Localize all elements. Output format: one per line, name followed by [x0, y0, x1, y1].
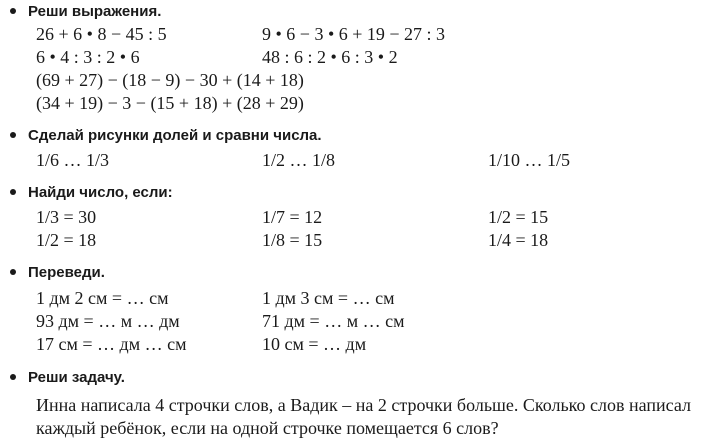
- conversion: 10 см = … дм: [262, 334, 367, 354]
- conversion: 93 дм = … м … дм: [36, 311, 180, 331]
- section-heading: Переведи.: [10, 263, 105, 283]
- conversion: 1 дм 3 см = … см: [262, 288, 395, 308]
- section-heading: Реши выражения.: [10, 2, 161, 22]
- bullet-icon: [10, 269, 16, 275]
- section-heading: Сделай рисунки долей и сравни числа.: [10, 126, 322, 146]
- expression: 9 • 6 − 3 • 6 + 19 − 27 : 3: [262, 24, 446, 44]
- expression: (34 + 19) − 3 − (15 + 18) + (28 + 29): [36, 93, 304, 113]
- bullet-icon: [10, 374, 16, 380]
- section-heading: Реши задачу.: [10, 368, 125, 388]
- comparison: 1/2 … 1/8: [262, 150, 336, 170]
- equation: 1/3 = 30: [36, 207, 97, 227]
- equation: 1/8 = 15: [262, 230, 323, 250]
- section-heading: Найди число, если:: [10, 183, 173, 203]
- bullet-icon: [10, 132, 16, 138]
- expression: (69 + 27) − (18 − 9) − 30 + (14 + 18): [36, 70, 304, 90]
- conversion: 17 см = … дм … см: [36, 334, 187, 354]
- comparison: 1/10 … 1/5: [488, 150, 571, 170]
- expression: 6 • 4 : 3 : 2 • 6: [36, 47, 140, 67]
- equation: 1/7 = 12: [262, 207, 323, 227]
- equation: 1/2 = 15: [488, 207, 549, 227]
- equation: 1/2 = 18: [36, 230, 97, 250]
- comparison: 1/6 … 1/3: [36, 150, 110, 170]
- expression: 48 : 6 : 2 • 6 : 3 • 2: [262, 47, 398, 67]
- bullet-icon: [10, 8, 16, 14]
- equation: 1/4 = 18: [488, 230, 549, 250]
- word-problem: Инна написала 4 строчки слов, а Вадик – на 2 строчки больше. Сколько слов написал каждый ребёнок, если на одной строчке помещается 6 слов?: [36, 395, 691, 438]
- conversion: 1 дм 2 см = … см: [36, 288, 169, 308]
- conversion: 71 дм = … м … см: [262, 311, 405, 331]
- expression: 26 + 6 • 8 − 45 : 5: [36, 24, 167, 44]
- bullet-icon: [10, 189, 16, 195]
